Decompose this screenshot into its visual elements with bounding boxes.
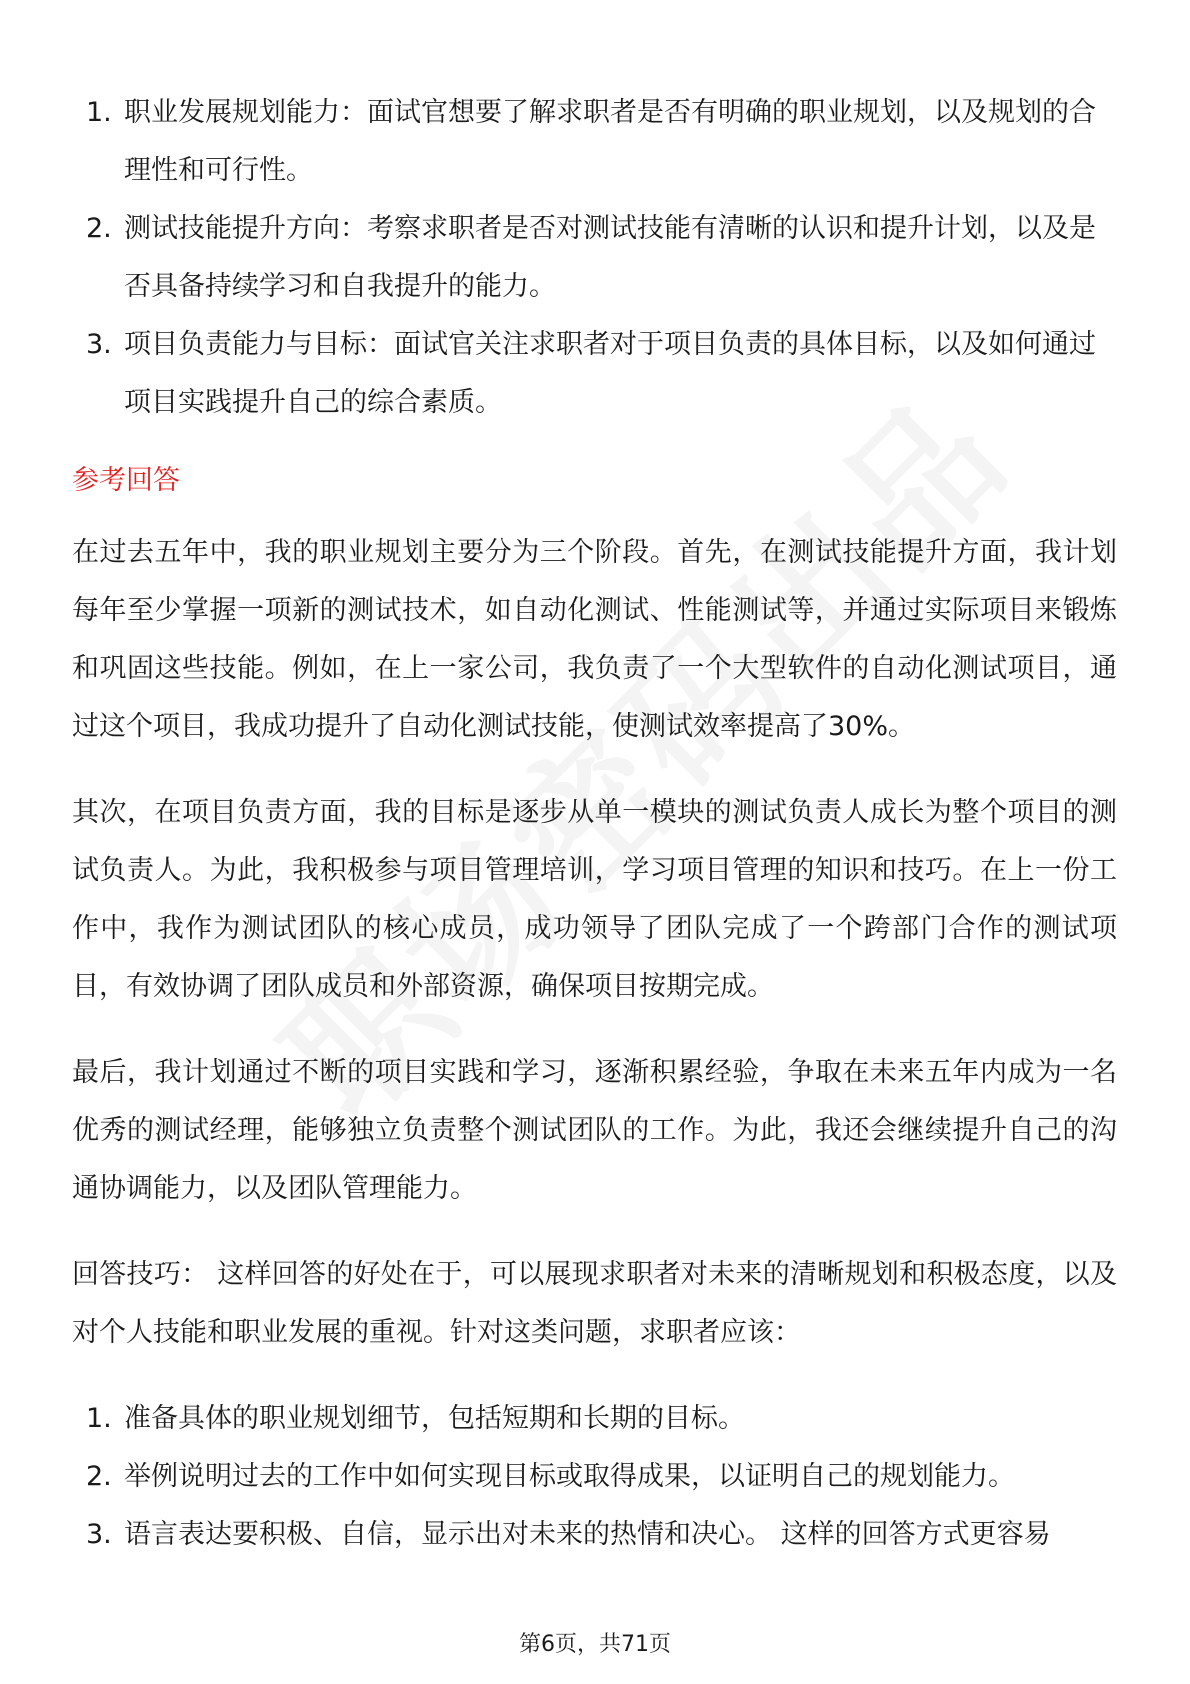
list-number: 1. [86,1403,112,1434]
list-item [72,200,1117,316]
list-number: 2. [86,213,112,244]
list-number: 3. [86,1519,112,1550]
question-focus-list [72,84,1117,432]
list-item-text: 项目负责能力与目标：面试官关注求职者对于项目负责的具体目标，以及如何通过项目实践提升自己的综合素质。 [124,329,1096,418]
list-item-text: 语言表达要积极、自信，显示出对未来的热情和决心。 这样的回答方式更容易 [124,1519,1051,1550]
page-footer: 第6页，共71页 [519,1632,671,1657]
answer-paragraph: 其次，在项目负责方面，我的目标是逐步从单一模块的测试负责人成长为整个项目的测试负责人。为此，我积极参与项目管理培训，学习项目管理的知识和技巧。在上一份工作中，我作为测试团队的核心成员，成功领导了团队完成了一个跨部门合作的测试项目，有效协调了团队成员和外部资源，确保项目按期完成。 [72,797,1117,1002]
answer-paragraph: 在过去五年中，我的职业规划主要分为三个阶段。首先，在测试技能提升方面，我计划每年至少掌握一项新的测试技术，如自动化测试、性能测试等，并通过实际项目来锻炼和巩固这些技能。例如，在上一家公司，我负责了一个大型软件的自动化测试项目，通过这个项目，我成功提升了自动化测试技能，使测试效率提高了30%。 [72,537,1117,742]
tips-paragraph: 回答技巧： 这样回答的好处在于，可以展现求职者对未来的清晰规划和积极态度，以及对个人技能和职业发展的重视。针对这类问题，求职者应该： [72,1259,1117,1348]
list-number: 2. [86,1461,112,1492]
tips-list [72,1390,1117,1564]
list-item-text: 测试技能提升方向：考察求职者是否对测试技能有清晰的认识和提升计划，以及是否具备持续学习和自我提升的能力。 [124,213,1096,302]
list-item [72,316,1117,432]
list-item-text: 准备具体的职业规划细节，包括短期和长期的目标。 [124,1403,745,1434]
answer-paragraph: 最后，我计划通过不断的项目实践和学习，逐渐积累经验，争取在未来五年内成为一名优秀的测试经理，能够独立负责整个测试团队的工作。为此，我还会继续提升自己的沟通协调能力，以及团队管理能力。 [72,1057,1117,1204]
list-number: 3. [86,329,112,360]
section-heading: 参考回答 [72,465,180,496]
list-item [72,1390,1117,1448]
list-item [72,1448,1117,1506]
list-item-text: 职业发展规划能力：面试官想要了解求职者是否有明确的职业规划，以及规划的合理性和可行性。 [124,97,1096,186]
list-item [72,1506,1117,1564]
page-content [72,84,1117,1564]
list-item-text: 举例说明过去的工作中如何实现目标或取得成果，以证明自己的规划能力。 [124,1461,1015,1492]
list-item [72,84,1117,200]
list-number: 1. [86,97,112,128]
